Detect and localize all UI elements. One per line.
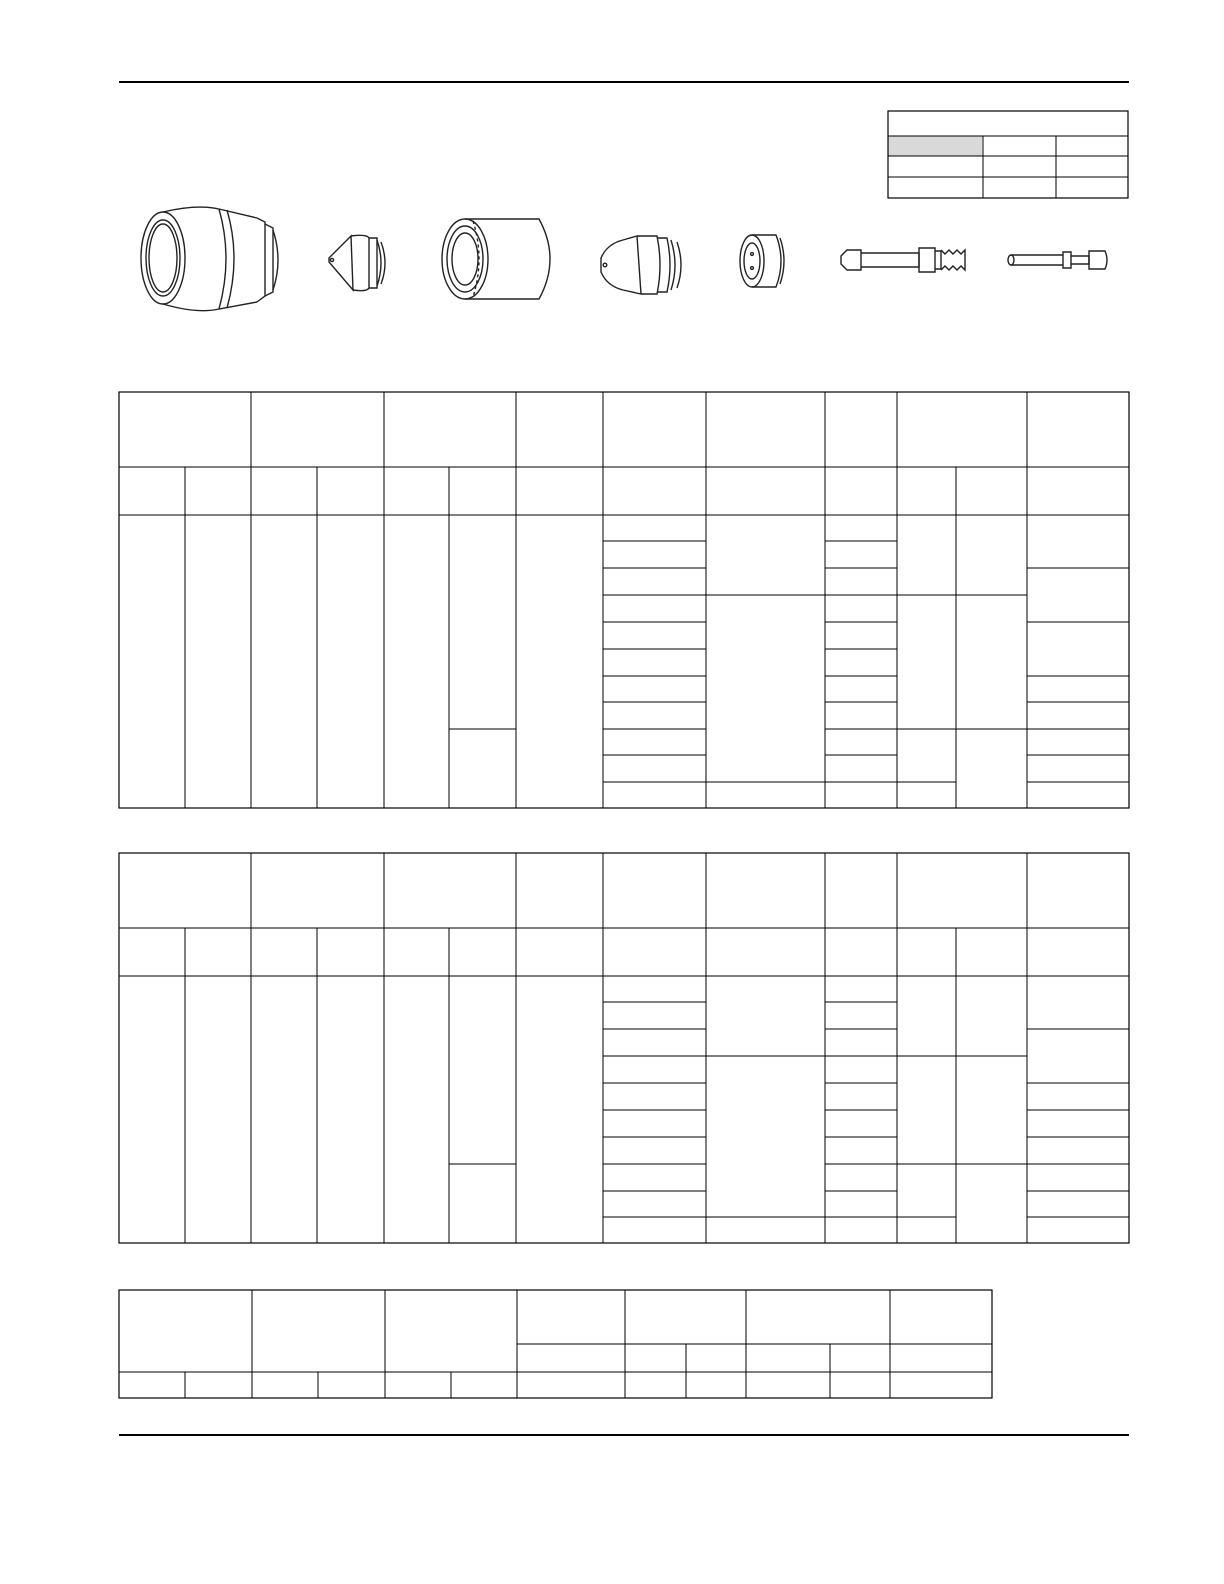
consumables-illustration [119,200,1129,320]
summary-shaded-cell [888,136,982,156]
bottom-rule [119,1434,1129,1436]
nozzle-icon [597,228,693,302]
swirl-ring-icon [736,230,796,292]
retaining-cap-icon [439,214,563,304]
shield-icon [137,206,297,316]
cut-chart-table-2 [119,853,1129,1243]
water-tube-icon [1005,248,1111,272]
summary-table [0,0,1224,210]
electrode-icon [837,242,971,278]
bevel-cut-table [119,1290,992,1398]
shield-cap-icon [325,224,395,304]
